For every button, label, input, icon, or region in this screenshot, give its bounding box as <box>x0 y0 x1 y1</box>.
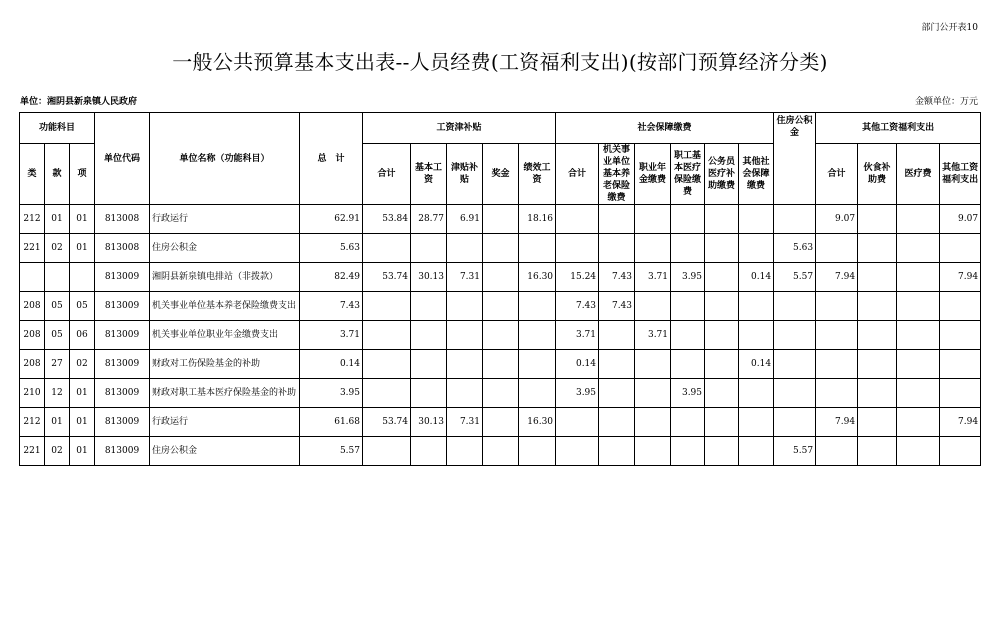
social-cell <box>705 292 739 321</box>
wage-col-header: 合计 <box>363 144 411 205</box>
social-cell <box>635 379 671 408</box>
lei-cell: 208 <box>20 350 45 379</box>
wage-cell: 53.74 <box>363 408 411 437</box>
other-cell <box>858 350 897 379</box>
social-cell <box>599 379 635 408</box>
wage-col-header: 奖金 <box>483 144 519 205</box>
total-cell: 7.43 <box>300 292 363 321</box>
other-cell <box>940 379 981 408</box>
social-cell: 3.95 <box>671 263 705 292</box>
table-row <box>20 379 981 408</box>
wage-cell <box>519 234 556 263</box>
wage-col-header: 津贴补贴 <box>447 144 483 205</box>
social-cell: 7.43 <box>556 292 599 321</box>
unit-name-cell: 住房公积金 <box>150 437 300 466</box>
social-cell <box>556 408 599 437</box>
social-cell <box>599 321 635 350</box>
social-cell: 3.71 <box>635 263 671 292</box>
wage-cell <box>483 350 519 379</box>
wage-cell: 16.30 <box>519 408 556 437</box>
social-col-header: 公务员医疗补助缴费 <box>705 144 739 205</box>
wage-cell <box>447 437 483 466</box>
social-cell: 3.71 <box>635 321 671 350</box>
social-cell <box>705 234 739 263</box>
table-row <box>20 263 981 292</box>
other-cell: 7.94 <box>816 408 858 437</box>
unit-code-cell: 813009 <box>95 263 150 292</box>
other-col-header: 其他工资福利支出 <box>940 144 981 205</box>
social-cell <box>739 205 774 234</box>
social-cell <box>705 205 739 234</box>
other-col-header: 伙食补助费 <box>858 144 897 205</box>
social-cell <box>705 437 739 466</box>
wage-cell <box>447 292 483 321</box>
social-cell <box>739 408 774 437</box>
unit-name-cell: 财政对工伤保险基金的补助 <box>150 350 300 379</box>
wage-cell <box>447 234 483 263</box>
total-header: 总 计 <box>300 113 363 205</box>
social-cell <box>635 350 671 379</box>
social-cell <box>671 205 705 234</box>
total-cell: 82.49 <box>300 263 363 292</box>
unit-name-cell: 财政对职工基本医疗保险基金的补助 <box>150 379 300 408</box>
wage-cell <box>447 321 483 350</box>
wage-cell: 53.74 <box>363 263 411 292</box>
social-cell <box>671 292 705 321</box>
other-cell <box>897 379 940 408</box>
other-cell <box>816 234 858 263</box>
other-cell <box>897 234 940 263</box>
housing-cell <box>774 292 816 321</box>
unit-name-cell: 住房公积金 <box>150 234 300 263</box>
social-cell <box>599 234 635 263</box>
lei-cell: 221 <box>20 234 45 263</box>
social-cell <box>739 321 774 350</box>
wage-cell <box>447 350 483 379</box>
wage-cell <box>411 437 447 466</box>
unit-name-header: 单位名称（功能科目） <box>150 113 300 205</box>
wage-cell <box>411 350 447 379</box>
other-cell <box>858 321 897 350</box>
wage-group-header: 工资津补贴 <box>363 113 556 144</box>
housing-cell: 5.57 <box>774 263 816 292</box>
other-cell <box>858 205 897 234</box>
wage-cell <box>483 379 519 408</box>
kuan-cell <box>45 263 70 292</box>
social-cell <box>635 234 671 263</box>
kuan-cell: 05 <box>45 292 70 321</box>
wage-cell <box>411 292 447 321</box>
social-cell <box>635 205 671 234</box>
social-cell <box>671 234 705 263</box>
other-cell <box>897 408 940 437</box>
total-cell: 5.63 <box>300 234 363 263</box>
social-cell <box>635 437 671 466</box>
table-row <box>20 437 981 466</box>
housing-header: 住房公积金 <box>774 113 816 205</box>
social-col-header: 其他社会保障缴费 <box>739 144 774 205</box>
table-row <box>20 350 981 379</box>
xiang-cell <box>70 263 95 292</box>
social-cell <box>556 437 599 466</box>
amount-unit-label: 金额单位：万元 <box>914 97 978 107</box>
social-col-header: 职业年金缴费 <box>635 144 671 205</box>
total-cell: 5.57 <box>300 437 363 466</box>
social-cell: 0.14 <box>739 350 774 379</box>
social-cell: 15.24 <box>556 263 599 292</box>
social-cell <box>705 350 739 379</box>
kuan-header: 款 <box>45 144 70 205</box>
wage-cell <box>519 292 556 321</box>
unit-name-cell: 机关事业单位职业年金缴费支出 <box>150 321 300 350</box>
unit-label: 单位：湘阴县新泉镇人民政府 <box>20 97 138 107</box>
social-cell <box>671 350 705 379</box>
other-col-header: 医疗费 <box>897 144 940 205</box>
unit-code-header: 单位代码 <box>95 113 150 205</box>
unit-code-cell: 813009 <box>95 350 150 379</box>
wage-cell: 7.31 <box>447 408 483 437</box>
social-cell <box>739 292 774 321</box>
wage-cell <box>411 321 447 350</box>
social-cell: 3.71 <box>556 321 599 350</box>
unit-code-cell: 813008 <box>95 205 150 234</box>
other-cell <box>816 379 858 408</box>
wage-cell: 30.13 <box>411 408 447 437</box>
total-cell: 0.14 <box>300 350 363 379</box>
other-cell <box>816 292 858 321</box>
wage-cell <box>411 234 447 263</box>
other-cell: 7.94 <box>940 263 981 292</box>
lei-cell <box>20 263 45 292</box>
unit-name-cell: 行政运行 <box>150 205 300 234</box>
wage-cell <box>447 379 483 408</box>
lei-cell: 208 <box>20 321 45 350</box>
table-row <box>20 205 981 234</box>
housing-cell <box>774 408 816 437</box>
social-cell: 3.95 <box>671 379 705 408</box>
lei-cell: 212 <box>20 408 45 437</box>
housing-cell <box>774 321 816 350</box>
kuan-cell: 02 <box>45 234 70 263</box>
social-cell <box>671 408 705 437</box>
social-cell <box>599 350 635 379</box>
table-row <box>20 292 981 321</box>
social-cell <box>599 437 635 466</box>
xiang-cell: 01 <box>70 437 95 466</box>
wage-cell <box>363 292 411 321</box>
unit-name-cell: 行政运行 <box>150 408 300 437</box>
social-cell: 3.95 <box>556 379 599 408</box>
wage-cell <box>519 437 556 466</box>
wage-cell <box>483 292 519 321</box>
other-cell <box>816 350 858 379</box>
social-col-header: 职工基本医疗保险缴费 <box>671 144 705 205</box>
wage-cell <box>483 205 519 234</box>
social-cell <box>739 437 774 466</box>
other-cell <box>858 437 897 466</box>
other-group-header: 其他工资福利支出 <box>816 113 981 144</box>
wage-cell <box>363 379 411 408</box>
unit-code-cell: 813009 <box>95 408 150 437</box>
xiang-cell: 01 <box>70 234 95 263</box>
housing-cell <box>774 379 816 408</box>
social-cell <box>556 205 599 234</box>
lei-header: 类 <box>20 144 45 205</box>
wage-cell: 16.30 <box>519 263 556 292</box>
other-cell <box>940 350 981 379</box>
total-cell: 62.91 <box>300 205 363 234</box>
wage-cell <box>363 234 411 263</box>
page-title: 一般公共预算基本支出表--人员经费(工资福利支出)(按部门预算经济分类) <box>172 50 828 74</box>
social-cell <box>671 321 705 350</box>
unit-name-cell: 机关事业单位基本养老保险缴费支出 <box>150 292 300 321</box>
social-group-header: 社会保障缴费 <box>556 113 774 144</box>
wage-cell: 18.16 <box>519 205 556 234</box>
table-row <box>20 408 981 437</box>
social-cell <box>705 263 739 292</box>
other-cell <box>897 292 940 321</box>
other-cell <box>858 292 897 321</box>
wage-col-header: 基本工资 <box>411 144 447 205</box>
wage-cell <box>519 379 556 408</box>
social-cell: 7.43 <box>599 292 635 321</box>
wage-col-header: 绩效工资 <box>519 144 556 205</box>
wage-cell: 7.31 <box>447 263 483 292</box>
social-cell: 7.43 <box>599 263 635 292</box>
table-row <box>20 234 981 263</box>
wage-cell <box>483 321 519 350</box>
unit-code-cell: 813009 <box>95 292 150 321</box>
other-cell <box>897 321 940 350</box>
other-cell <box>816 321 858 350</box>
kuan-cell: 27 <box>45 350 70 379</box>
table-row <box>20 321 981 350</box>
other-col-header: 合计 <box>816 144 858 205</box>
wage-cell <box>519 321 556 350</box>
wage-cell <box>483 234 519 263</box>
social-cell: 0.14 <box>556 350 599 379</box>
other-cell: 9.07 <box>816 205 858 234</box>
total-cell: 3.95 <box>300 379 363 408</box>
social-cell <box>739 234 774 263</box>
xiang-cell: 05 <box>70 292 95 321</box>
other-cell: 7.94 <box>940 408 981 437</box>
social-cell <box>599 408 635 437</box>
kuan-cell: 12 <box>45 379 70 408</box>
xiang-cell: 01 <box>70 379 95 408</box>
social-cell: 0.14 <box>739 263 774 292</box>
social-col-header: 机关事业单位基本养老保险缴费 <box>599 144 635 205</box>
other-cell <box>858 379 897 408</box>
wage-cell: 28.77 <box>411 205 447 234</box>
other-cell: 7.94 <box>816 263 858 292</box>
social-cell <box>635 292 671 321</box>
other-cell <box>858 234 897 263</box>
xiang-cell: 01 <box>70 408 95 437</box>
lei-cell: 208 <box>20 292 45 321</box>
social-cell <box>556 234 599 263</box>
other-cell <box>940 437 981 466</box>
social-cell <box>705 408 739 437</box>
other-cell <box>940 234 981 263</box>
unit-code-cell: 813009 <box>95 321 150 350</box>
other-cell <box>897 437 940 466</box>
social-cell <box>671 437 705 466</box>
lei-cell: 212 <box>20 205 45 234</box>
document-id: 部门公开表10 <box>921 23 978 33</box>
unit-code-cell: 813009 <box>95 379 150 408</box>
wage-cell <box>363 321 411 350</box>
other-cell <box>858 408 897 437</box>
unit-name-cell: 湘阴县新泉镇电排站（非拨款） <box>150 263 300 292</box>
lei-cell: 210 <box>20 379 45 408</box>
kuan-cell: 01 <box>45 205 70 234</box>
wage-cell <box>363 437 411 466</box>
social-col-header: 合计 <box>556 144 599 205</box>
wage-cell <box>483 437 519 466</box>
lei-cell: 221 <box>20 437 45 466</box>
wage-cell: 30.13 <box>411 263 447 292</box>
other-cell <box>940 321 981 350</box>
wage-cell: 53.84 <box>363 205 411 234</box>
xiang-header: 项 <box>70 144 95 205</box>
other-cell <box>897 350 940 379</box>
table-body <box>20 205 981 466</box>
xiang-cell: 02 <box>70 350 95 379</box>
kuan-cell: 02 <box>45 437 70 466</box>
wage-cell <box>483 408 519 437</box>
housing-cell <box>774 205 816 234</box>
unit-code-cell: 813009 <box>95 437 150 466</box>
kuan-cell: 05 <box>45 321 70 350</box>
wage-cell <box>519 350 556 379</box>
wage-cell <box>363 350 411 379</box>
wage-cell <box>411 379 447 408</box>
func-subject-header: 功能科目 <box>20 113 95 144</box>
other-cell <box>897 205 940 234</box>
other-cell <box>816 437 858 466</box>
total-cell: 3.71 <box>300 321 363 350</box>
social-cell <box>705 321 739 350</box>
other-cell: 9.07 <box>940 205 981 234</box>
xiang-cell: 01 <box>70 205 95 234</box>
header-row-1 <box>20 113 981 144</box>
kuan-cell: 01 <box>45 408 70 437</box>
budget-table <box>19 112 981 466</box>
social-cell <box>599 205 635 234</box>
social-cell <box>705 379 739 408</box>
other-cell <box>858 263 897 292</box>
unit-code-cell: 813008 <box>95 234 150 263</box>
other-cell <box>940 292 981 321</box>
xiang-cell: 06 <box>70 321 95 350</box>
housing-cell <box>774 350 816 379</box>
social-cell <box>739 379 774 408</box>
housing-cell: 5.63 <box>774 234 816 263</box>
social-cell <box>635 408 671 437</box>
wage-cell: 6.91 <box>447 205 483 234</box>
total-cell: 61.68 <box>300 408 363 437</box>
housing-cell: 5.57 <box>774 437 816 466</box>
wage-cell <box>483 263 519 292</box>
other-cell <box>897 263 940 292</box>
